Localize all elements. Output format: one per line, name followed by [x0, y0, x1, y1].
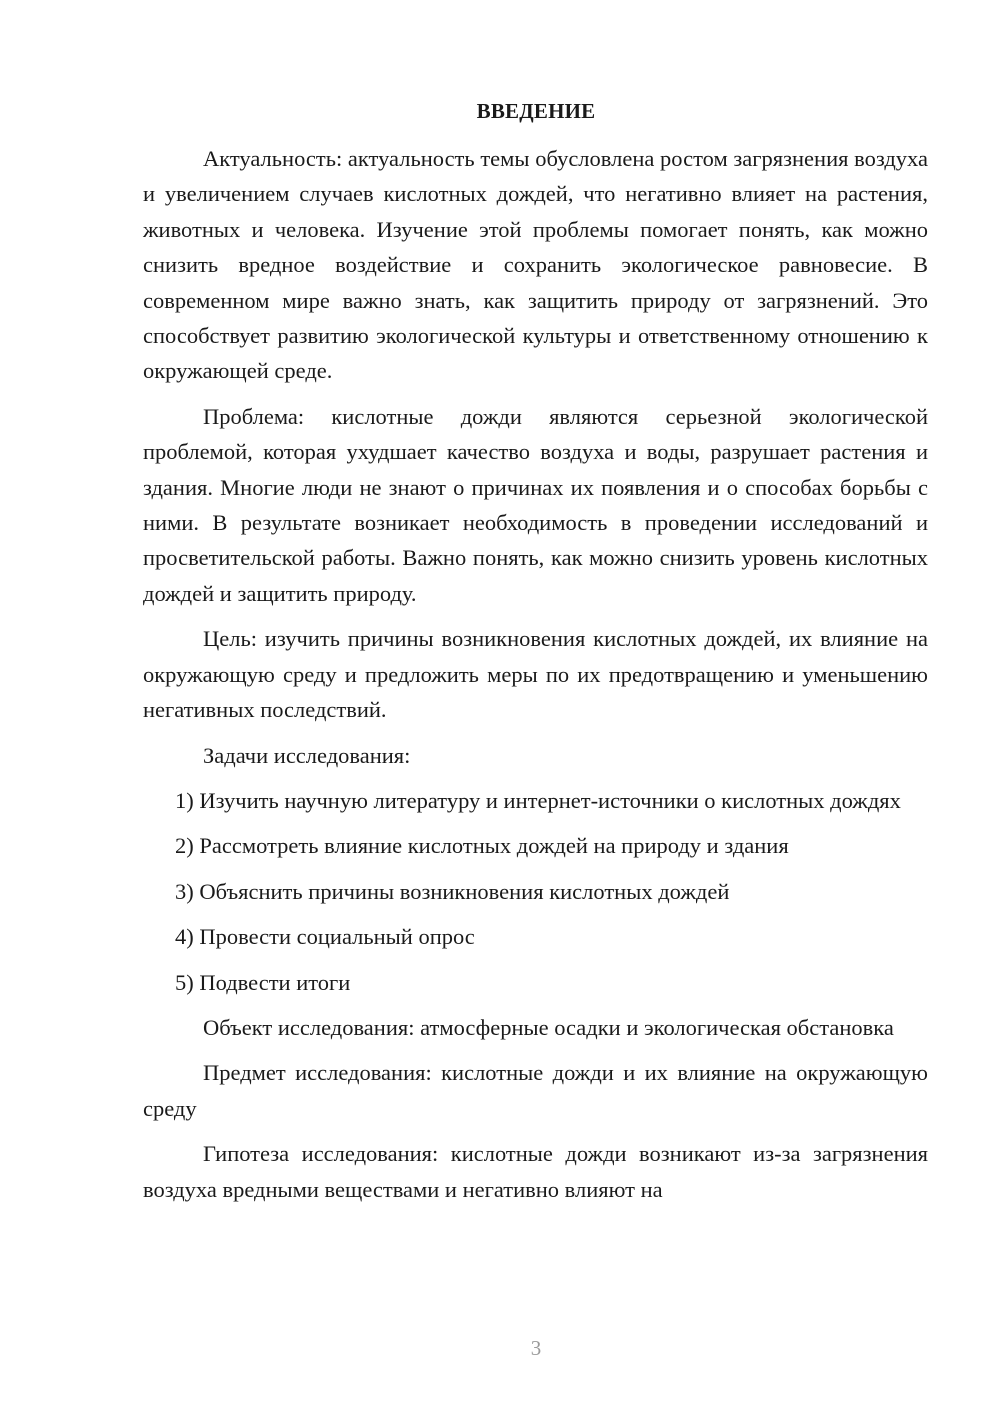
task-item-2: 2) Рассмотреть влияние кислотных дождей на природу и здания	[175, 833, 789, 859]
task-item-4: 4) Провести социальный опрос	[175, 924, 475, 950]
tasks-heading: Задачи исследования:	[203, 742, 411, 768]
page-number: 3	[530, 1336, 542, 1360]
paragraph-relevance: Актуальность: актуальность темы обусловлена ростом загрязнения воздуха и увеличением случаев кислотных дождей, что негативно влияет на растения, животных и человека. Изучение этой проблемы помогает понять, как можно снизить вредное воздействие и сохранить экологическое равновесие. В современном мире важно знать, как защитить природу от загрязнений. Это способствует развитию экологической культуры и ответственному отношению к окружающей среде.	[143, 146, 928, 384]
paragraph-goal: Цель: изучить причины возникновения кислотных дождей, их влияние на окружающую среду и предложить меры по их предотвращению и уменьшению негативных последствий.	[143, 626, 928, 723]
task-item-1: 1) Изучить научную литературу и интернет-источники о кислотных дождях	[175, 787, 901, 813]
task-item-5: 5) Подвести итоги	[175, 969, 351, 995]
document-body	[143, 141, 928, 1217]
section-heading: ВВЕДЕНИЕ	[476, 99, 596, 123]
paragraph-subject: Предмет исследования: кислотные дожди и их влияние на окружающую среду	[143, 1060, 928, 1121]
paragraph-object: Объект исследования: атмосферные осадки и экологическая обстановка	[203, 1014, 894, 1040]
paragraph-problem: Проблема: кислотные дожди являются серьезной экологической проблемой, которая ухудшает качество воздуха и воды, разрушает растения и здания. Многие люди не знают о причинах их появления и о способах борьбы с ними. В результате возникает необходимость в проведении исследований и просветительской работы. Важно понять, как можно снизить уровень кислотных дождей и защитить природу.	[143, 403, 928, 606]
task-item-3: 3) Объяснить причины возникновения кислотных дождей	[175, 878, 730, 904]
paragraph-hypothesis: Гипотеза исследования: кислотные дожди возникают из-за загрязнения воздуха вредными веществами и негативно влияют на	[143, 1141, 928, 1202]
